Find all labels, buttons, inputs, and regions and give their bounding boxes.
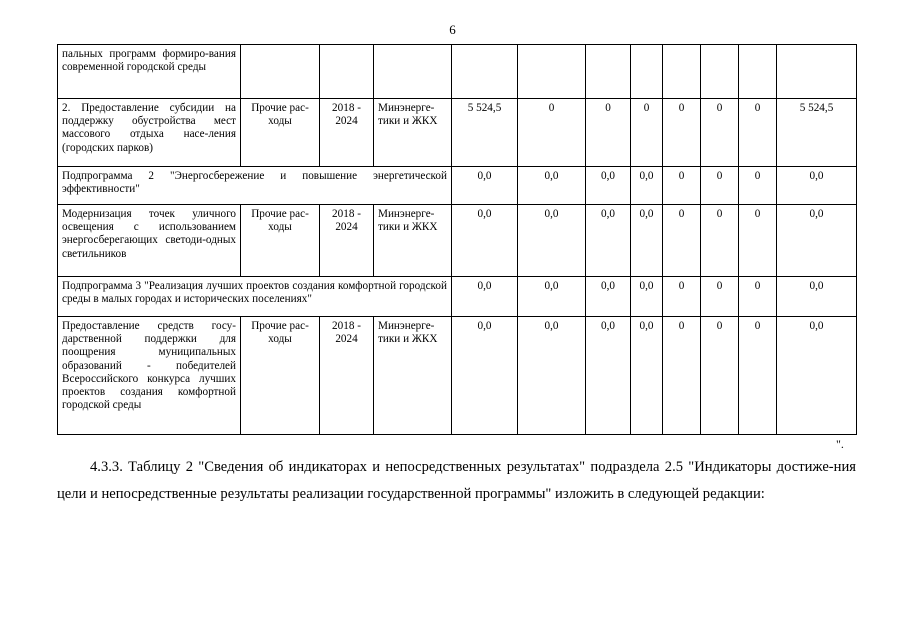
value-cell: 0: [739, 205, 777, 277]
page-number: 6: [449, 22, 456, 37]
value-cell: 0: [739, 99, 777, 167]
value-cell: 0: [663, 317, 701, 435]
value-cell: [586, 45, 631, 99]
value-cell: 0: [586, 99, 631, 167]
value-cell: 0: [739, 317, 777, 435]
value-cell: 0,0: [631, 317, 663, 435]
table-closing-quote: ".: [836, 437, 844, 451]
value-cell: 0,0: [518, 277, 586, 317]
subprogram-title: Подпрограмма 2 "Энергосбережение и повышение энергетической эффективности": [58, 167, 452, 205]
value-cell: 0: [701, 317, 739, 435]
executor: Минэнерге-тики и ЖКХ: [374, 99, 452, 167]
value-cell: 0,0: [452, 317, 518, 435]
value-cell: 0,0: [518, 317, 586, 435]
row-name: Предоставление средств госу-дарственной поддержки для поощрения муниципальных образований - победителей Всероссийского конкурса лучших проектов создания комфортной городской среды: [58, 317, 241, 435]
expense-type: Прочие рас-ходы: [241, 317, 320, 435]
value-cell: 0: [701, 277, 739, 317]
value-cell: 0,0: [777, 205, 857, 277]
subprogram-title: Подпрограмма 3 "Реализация лучших проектов создания комфортной городской среды в малых городах и исторических поселениях": [58, 277, 452, 317]
body-paragraph: 4.3.3. Таблицу 2 "Сведения об индикаторах и непосредственных результатах" подраздела 2.5 "Индикаторы достиже-ния цели и непосредственные результаты реализации государственной программы" изложить в следующей редакции:: [57, 459, 856, 502]
value-cell: 0: [739, 167, 777, 205]
subprogram-row: [58, 167, 857, 205]
expense-type: Прочие рас-ходы: [241, 205, 320, 277]
subprogram-row: [58, 277, 857, 317]
value-cell: 0: [701, 167, 739, 205]
table-row: [58, 205, 857, 277]
value-cell: 0,0: [631, 205, 663, 277]
value-cell: 0,0: [452, 205, 518, 277]
value-cell: 0,0: [586, 277, 631, 317]
value-cell: 0: [663, 205, 701, 277]
value-cell: 0,0: [777, 317, 857, 435]
value-cell: 0,0: [631, 167, 663, 205]
executor: Минэнерге-тики и ЖКХ: [374, 317, 452, 435]
value-cell: 0: [701, 205, 739, 277]
value-cell: 0,0: [452, 277, 518, 317]
period: 2018 - 2024: [320, 99, 374, 167]
value-cell: 5 524,5: [777, 99, 857, 167]
value-cell: [777, 45, 857, 99]
value-cell: 0,0: [586, 317, 631, 435]
value-cell: 0: [631, 99, 663, 167]
row-name: пальных программ формиро-вания современной городской среды: [58, 45, 241, 99]
table-row: [58, 99, 857, 167]
value-cell: 0,0: [631, 277, 663, 317]
period: [320, 45, 374, 99]
budget-table: [57, 44, 857, 435]
value-cell: [518, 45, 586, 99]
executor: Минэнерге-тики и ЖКХ: [374, 205, 452, 277]
value-cell: 0: [663, 99, 701, 167]
value-cell: 0: [739, 277, 777, 317]
table-row: [58, 317, 857, 435]
value-cell: 0,0: [518, 205, 586, 277]
value-cell: 0,0: [586, 167, 631, 205]
value-cell: [701, 45, 739, 99]
value-cell: 0: [663, 277, 701, 317]
row-name: 2. Предоставление субсидии на поддержку обустройства мест массового отдыха насе-ления (городских парков): [58, 99, 241, 167]
value-cell: 0: [701, 99, 739, 167]
value-cell: 0,0: [452, 167, 518, 205]
value-cell: 5 524,5: [452, 99, 518, 167]
value-cell: [739, 45, 777, 99]
value-cell: [452, 45, 518, 99]
period: 2018 - 2024: [320, 317, 374, 435]
value-cell: 0: [663, 167, 701, 205]
value-cell: 0,0: [777, 277, 857, 317]
expense-type: [241, 45, 320, 99]
value-cell: [663, 45, 701, 99]
executor: [374, 45, 452, 99]
value-cell: 0,0: [777, 167, 857, 205]
table-row: [58, 45, 857, 99]
row-name: Модернизация точек уличного освещения с использованием энергосберегающих светоди-одных светильников: [58, 205, 241, 277]
value-cell: 0,0: [586, 205, 631, 277]
value-cell: 0: [518, 99, 586, 167]
period: 2018 - 2024: [320, 205, 374, 277]
expense-type: Прочие рас-ходы: [241, 99, 320, 167]
value-cell: 0,0: [518, 167, 586, 205]
value-cell: [631, 45, 663, 99]
